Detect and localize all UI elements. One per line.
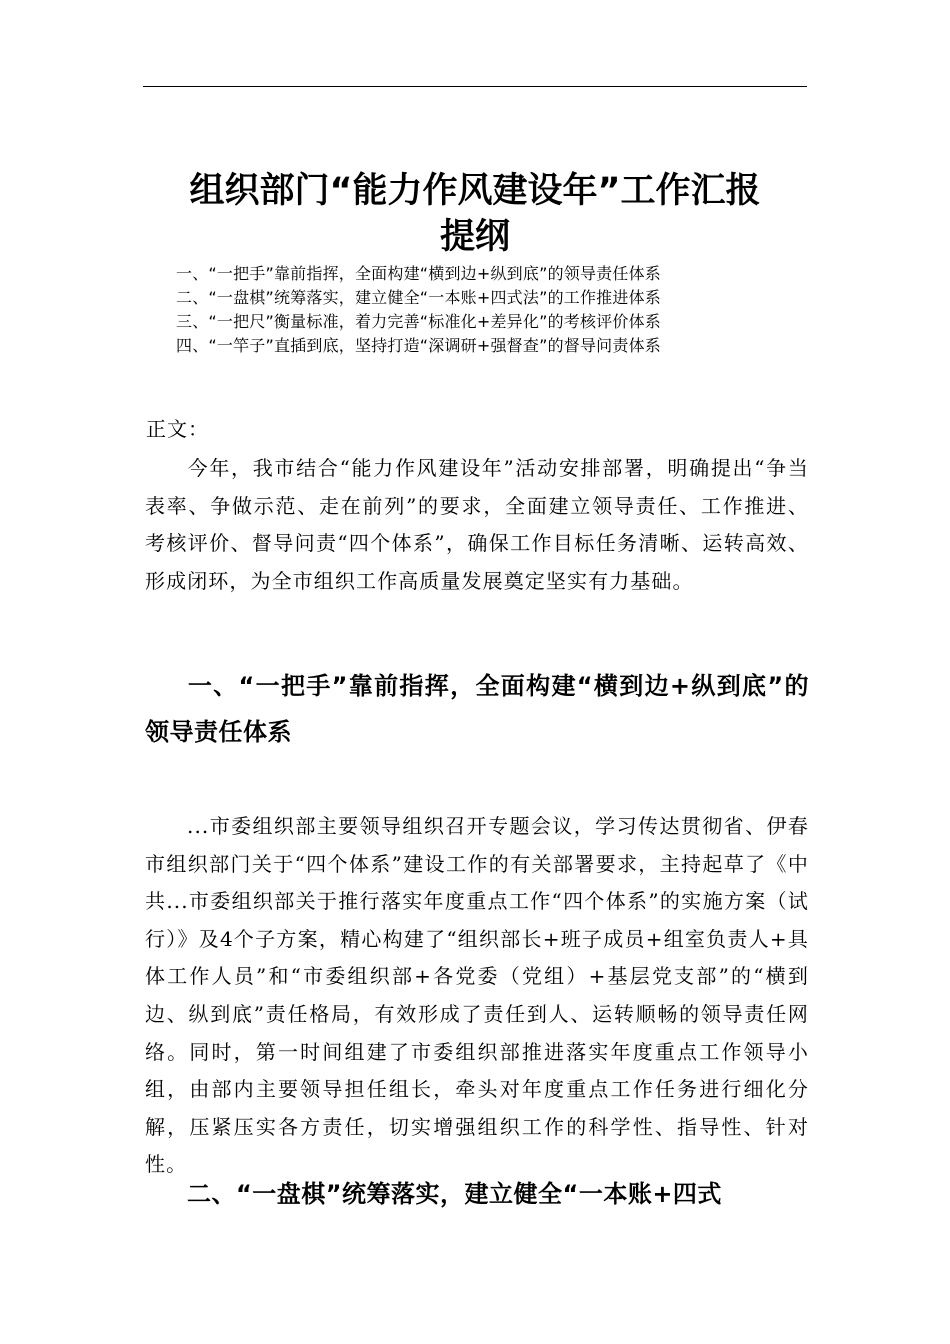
section-1-paragraph (145, 808, 809, 1184)
section-1-paragraph-text: ...市委组织部主要领导组织召开专题会议，学习传达贯彻省、伊春市组织部门关于“四个体系”建设工作的有关部署要求，主持起草了《中共...市委组织部关于推行落实年度重点工作“四个体系”的实施方案（试行）》及4个子方案，精心构建了“组织部长+班子成员+组室负责人+具体工作人员”和“市委组织部+各党委（党组）+基层党支部”的“横到边、纵到底”责任格局，有效形成了责任到人、运转顺畅的领导责任网络。同时，第一时间组建了市委组织部推进落实年度重点工作领导小组，由部内主要领导担任组长，牵头对年度重点工作任务进行细化分解，压紧压实各方责任，切实增强组织工作的科学性、指导性、针对性。 (145, 814, 809, 1177)
section-1-heading-text: 一、“一把手”靠前指挥，全面构建“横到边+纵到底”的领导责任体系 (145, 672, 809, 746)
section-1-heading (145, 663, 809, 755)
header-rule (143, 86, 807, 87)
document-title-line-2: 提纲 (439, 217, 510, 257)
document-title-line-1: 组织部门“能力作风建设年”工作汇报 (189, 171, 761, 211)
outline-item: 一、“一把手”靠前指挥，全面构建“横到边+纵到底”的领导责任体系 (176, 264, 661, 283)
outline-item: 二、“一盘棋”统筹落实，建立健全“一本账+四式法”的工作推进体系 (176, 288, 661, 307)
outline-list (176, 262, 806, 358)
main-text-label: 正文： (146, 417, 209, 441)
intro-paragraph (145, 450, 809, 600)
intro-paragraph-text: 今年，我市结合“能力作风建设年”活动安排部署，明确提出“争当表率、争做示范、走在前列”的要求，全面建立领导责任、工作推进、考核评价、督导问责“四个体系”，确保工作目标任务清晰、运转高效、形成闭环，为全市组织工作高质量发展奠定坚实有力基础。 (145, 456, 809, 593)
section-2-heading-text: 二、“一盘棋”统筹落实，建立健全“一本账+四式 (187, 1180, 722, 1208)
outline-item: 三、“一把尺”衡量标准，着力完善“标准化+差异化”的考核评价体系 (176, 312, 661, 331)
section-2-heading (145, 1171, 809, 1217)
outline-item: 四、“一竿子”直插到底，坚持打造“深调研+强督查”的督导问责体系 (176, 336, 661, 355)
